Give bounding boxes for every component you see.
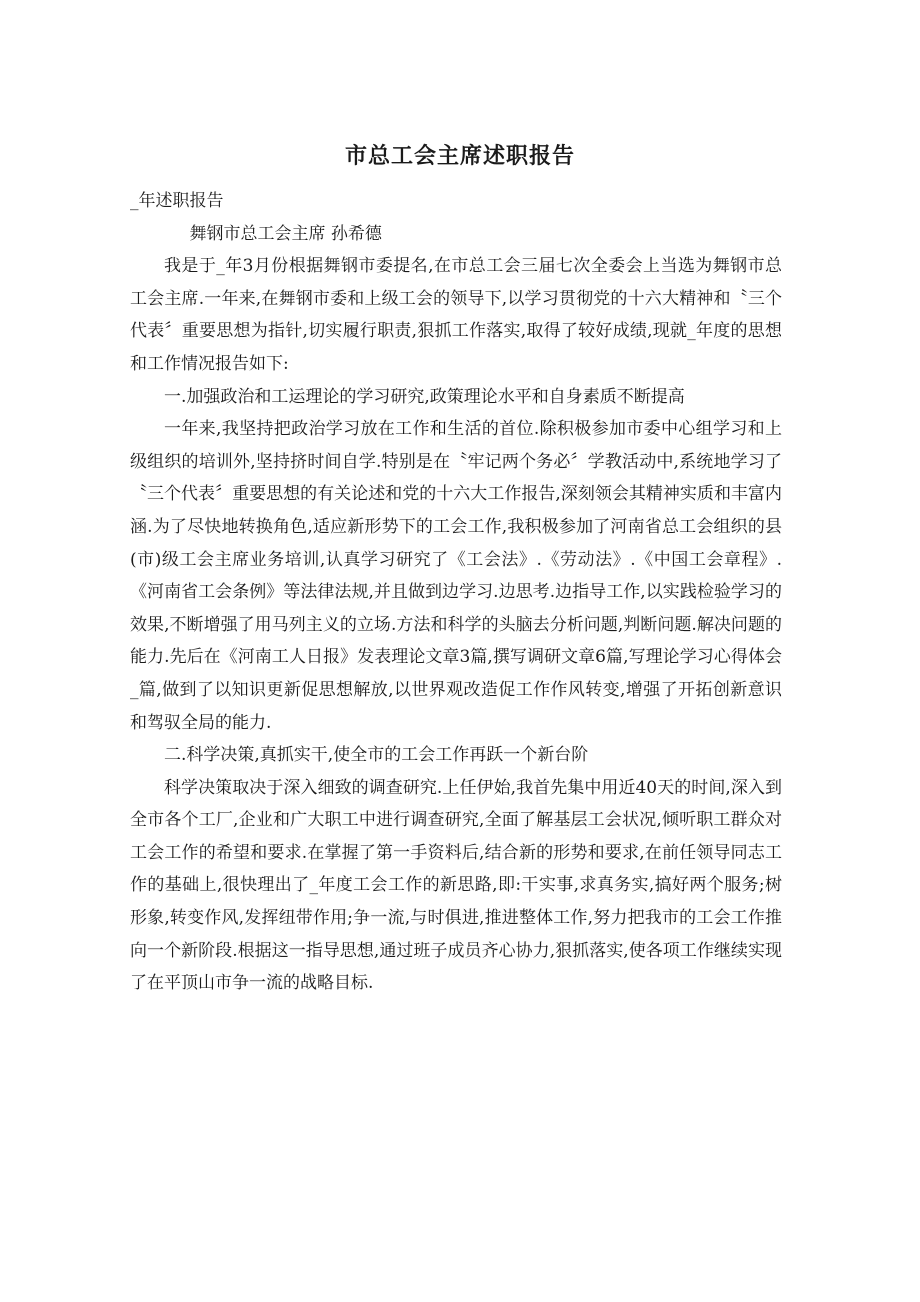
document-title: 市总工会主席述职报告 [344,143,575,169]
author-line: 舞钢市总工会主席 孙希德 [189,223,382,244]
section-heading-1: 一.加强政治和工运理论的学习研究,政策理论水平和自身素质不断提高 [164,386,685,407]
section-1-paragraph: 一年来,我坚持把政治学习放在工作和生活的首位.除积极参加市委中心组学习和上级组织的培训外,坚持挤时间自学.特别是在〝牢记两个务必〞学教活动中,系统地学习了〝三个代表〞重要思想的有关论述和党的十六大工作报告,深刻领会其精神实质和丰富内涵.为了尽快地转换角色,适应新形势下的工会工作,我积极参加了河南省总工会组织的县(市)级工会主席业务培训,认真学习研究了《工会法》.《劳动法》.《中国工会章程》.《河南省工会条例》等法律法规,并且做到边学习.边思考.边指导工作,以实践检验学习的效果,不断增强了用马列主义的立场.方法和科学的头脑去分析问题,判断问题.解决问题的能力.先后在《河南工人日报》发表理论文章3篇,撰写调研文章6篇,写理论学习心得体会_篇,做到了以知识更新促思想解放,以世界观改造促工作作风转变,增强了开拓创新意识和驾驭全局的能力. [130,419,782,733]
section-heading-2: 二.科学决策,真抓实干,使全市的工会工作再跃一个新台阶 [164,745,589,766]
section-2-paragraph: 科学决策取决于深入细致的调查研究.上任伊始,我首先集中用近40天的时间,深入到全市各个工厂,企业和广大职工中进行调查研究,全面了解基层工会状况,倾听职工群众对工会工作的希望和要求.在掌握了第一手资料后,结合新的形势和要求,在前任领导同志工作的基础上,很快理出了_年度工会工作的新思路,即:干实事,求真务实,搞好两个服务;树形象,转变作风,发挥纽带作用;争一流,与时俱进,推进整体工作,努力把我市的工会工作推向一个新阶段.根据这一指导思想,通过班子成员齐心协力,狠抓落实,使各项工作继续实现了在平顶山市争一流的战略目标. [130,777,782,994]
document-body [130,185,782,1000]
intro-paragraph: 我是于_年3月份根据舞钢市委提名,在市总工会三届七次全委会上当选为舞钢市总工会主席.一年来,在舞钢市委和上级工会的领导下,以学习贯彻党的十六大精神和〝三个代表〞重要思想为指针,切实履行职责,狠抓工作落实,取得了较好成绩,现就_年度的思想和工作情况报告如下: [130,256,782,374]
report-subtitle: _年述职报告 [130,191,224,211]
